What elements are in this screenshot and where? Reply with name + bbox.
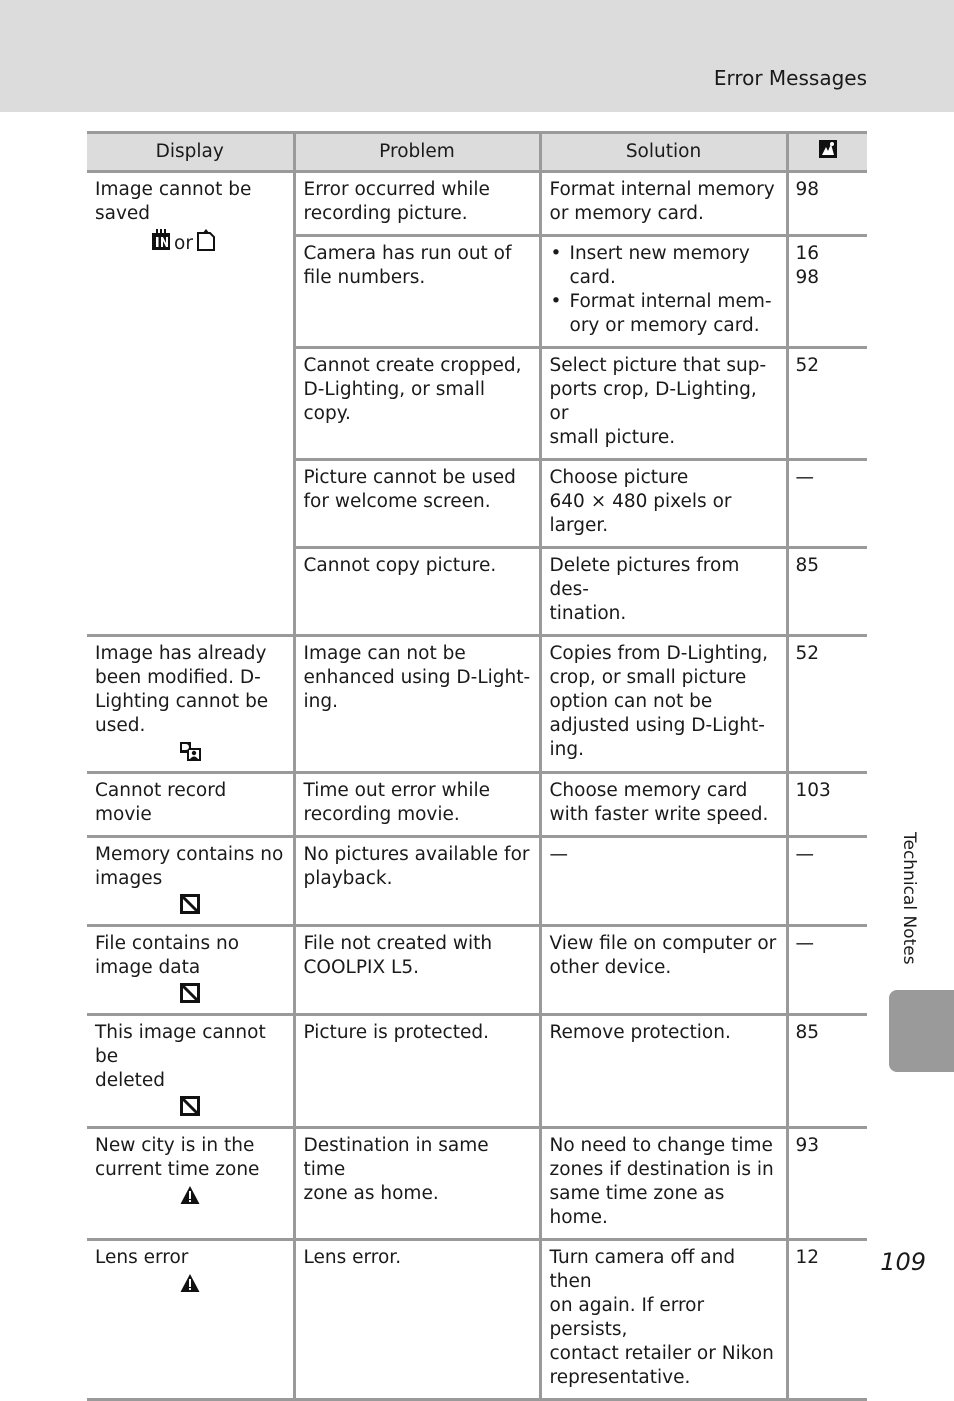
page-reference-cell: [787, 548, 867, 636]
solution-text-line: —: [549, 844, 568, 865]
problem-text-line: enhanced using D-Light-: [303, 667, 531, 688]
problem-text-line: file numbers.: [303, 267, 426, 288]
problem-text-line: recording movie.: [303, 804, 460, 825]
display-text-line: images: [95, 868, 163, 889]
page-reference: 93: [795, 1135, 820, 1156]
page-reference: 98: [795, 179, 820, 200]
solution-cell: [540, 548, 787, 636]
table-row: [87, 837, 867, 926]
problem-cell: [294, 926, 540, 1015]
display-text-line: Image has already: [95, 643, 267, 664]
problem-text-line: recording picture.: [303, 203, 468, 224]
display-text-line: image data: [95, 957, 201, 978]
page-reference-cell: [787, 1015, 867, 1128]
solution-text-line: Delete pictures from des-: [549, 555, 740, 600]
solution-text-line: or memory card.: [549, 203, 704, 224]
solution-text-line: • Format internal mem-: [569, 291, 772, 312]
display-cell: [87, 172, 294, 636]
no-image-icon: [180, 983, 200, 1010]
solution-text-line: No need to change time: [549, 1135, 773, 1156]
solution-cell: [540, 1240, 787, 1400]
display-icons: [95, 894, 285, 916]
solution-text-line: Select picture that sup-: [549, 355, 767, 376]
column-header-solution: Solution: [540, 133, 787, 172]
display-text-line: Lens error: [95, 1247, 189, 1268]
page-reference-cell: [787, 460, 867, 548]
display-icons: [95, 229, 285, 254]
solution-text-line: crop, or small picture: [549, 667, 747, 688]
page-reference-cell: [787, 1128, 867, 1240]
display-icons: [95, 741, 285, 763]
display-icons: [95, 1273, 285, 1295]
solution-text-line: tination.: [549, 603, 627, 624]
side-section-label: Technical Notes: [899, 832, 919, 965]
solution-text-line: Choose memory card: [549, 780, 748, 801]
section-title: Error Messages: [713, 66, 867, 90]
problem-cell: [294, 636, 540, 773]
table-row: [87, 773, 867, 837]
side-tab: [889, 990, 954, 1072]
table-row: [87, 636, 867, 773]
display-cell: [87, 837, 294, 926]
display-text-line: This image cannot be: [95, 1022, 266, 1067]
d-lighting-icon: [179, 741, 201, 768]
table-row: [87, 1240, 867, 1400]
solution-cell: [540, 236, 787, 348]
no-image-icon: [180, 894, 200, 921]
page-reference-cell: [787, 636, 867, 773]
column-header-problem: Problem: [294, 133, 540, 172]
problem-text-line: Destination in same time: [303, 1135, 489, 1180]
display-cell: [87, 926, 294, 1015]
problem-cell: [294, 460, 540, 548]
display-text-line: deleted: [95, 1070, 166, 1091]
display-text-line: current time zone: [95, 1159, 260, 1180]
solution-text-line: adjusted using D-Light-: [549, 715, 765, 736]
display-icons: [95, 1096, 285, 1118]
problem-cell: [294, 1240, 540, 1400]
display-cell: [87, 636, 294, 773]
error-messages-table: [87, 131, 867, 1401]
solution-text-line: Format internal memory: [549, 179, 775, 200]
solution-text-line: on again. If error persists,: [549, 1295, 705, 1340]
display-text-line: Image cannot be: [95, 179, 252, 200]
solution-text-line: Copies from D-Lighting,: [549, 643, 769, 664]
problem-cell: [294, 1015, 540, 1128]
display-icons: [95, 983, 285, 1005]
problem-cell: [294, 348, 540, 460]
solution-text-line: • Insert new memory: [569, 243, 750, 264]
page-reference: 16: [795, 243, 820, 264]
problem-text-line: File not created with: [303, 933, 493, 954]
solution-text-line: Choose picture: [549, 467, 689, 488]
display-text-line: Lighting cannot be: [95, 691, 269, 712]
page-reference: 85: [795, 1022, 820, 1043]
solution-cell: [540, 636, 787, 773]
problem-text-line: D-Lighting, or small copy.: [303, 379, 486, 424]
table-row: [87, 1128, 867, 1240]
display-icons: [95, 1185, 285, 1207]
solution-text-line: card.: [569, 267, 616, 288]
header-band: [0, 0, 954, 112]
problem-text-line: Image can not be: [303, 643, 466, 664]
problem-text-line: Camera has run out of: [303, 243, 512, 264]
solution-cell: [540, 1128, 787, 1240]
display-text-line: File contains no: [95, 933, 240, 954]
solution-text-line: option can not be: [549, 691, 713, 712]
problem-cell: [294, 236, 540, 348]
display-text-line: New city is in the: [95, 1135, 255, 1156]
solution-text-line: 640 × 480 pixels or: [549, 491, 732, 512]
page-reference-cell: [787, 837, 867, 926]
problem-text-line: COOLPIX L5.: [303, 957, 419, 978]
solution-text-line: ing.: [549, 739, 584, 760]
problem-cell: [294, 1128, 540, 1240]
solution-text-line: View file on computer or: [549, 933, 777, 954]
display-cell: [87, 1128, 294, 1240]
page-reference: 52: [795, 643, 820, 664]
table-row: [87, 926, 867, 1015]
problem-text-line: Picture is protected.: [303, 1022, 489, 1043]
warning-icon: [180, 1273, 200, 1300]
problem-text-line: playback.: [303, 868, 393, 889]
solution-text-line: with faster write speed.: [549, 804, 769, 825]
display-text-line: used.: [95, 715, 146, 736]
solution-cell: [540, 926, 787, 1015]
solution-bullet-list: [550, 242, 778, 338]
problem-text-line: No pictures available for: [303, 844, 530, 865]
page-reference-cell: [787, 348, 867, 460]
problem-cell: [294, 172, 540, 236]
solution-text-line: Turn camera off and then: [549, 1247, 736, 1292]
solution-cell: [540, 460, 787, 548]
page-reference: —: [795, 933, 814, 954]
table-row: [87, 1015, 867, 1128]
page-reference-cell: [787, 236, 867, 348]
page-reference: 12: [795, 1247, 820, 1268]
problem-text-line: Cannot copy picture.: [303, 555, 497, 576]
display-text-line: saved: [95, 203, 151, 224]
page-reference: —: [795, 467, 814, 488]
column-header-display: Display: [87, 133, 294, 172]
display-text-line: been modified. D-: [95, 667, 261, 688]
display-cell: [87, 1240, 294, 1400]
solution-text-line: contact retailer or Nikon: [549, 1343, 774, 1364]
page-reference-cell: [787, 926, 867, 1015]
problem-text-line: Lens error.: [303, 1247, 402, 1268]
problem-cell: [294, 837, 540, 926]
solution-cell: [540, 172, 787, 236]
problem-text-line: Time out error while: [303, 780, 491, 801]
table-row: [87, 172, 867, 236]
problem-cell: [294, 773, 540, 837]
solution-text-line: larger.: [549, 515, 609, 536]
solution-bullet-item: [550, 290, 778, 338]
solution-cell: [540, 837, 787, 926]
column-header-page: [787, 133, 867, 172]
page-reference-cell: [787, 172, 867, 236]
problem-text-line: Error occurred while: [303, 179, 490, 200]
problem-cell: [294, 548, 540, 636]
problem-text-line: for welcome screen.: [303, 491, 491, 512]
solution-text-line: zones if destination is in: [549, 1159, 774, 1180]
solution-cell: [540, 773, 787, 837]
solution-cell: [540, 1015, 787, 1128]
warning-icon: [180, 1185, 200, 1212]
solution-cell: [540, 348, 787, 460]
solution-text-line: small picture.: [549, 427, 676, 448]
display-text-line: Memory contains no: [95, 844, 284, 865]
problem-text-line: Picture cannot be used: [303, 467, 516, 488]
solution-text-line: same time zone as home.: [549, 1183, 725, 1228]
page-reference: 98: [795, 267, 820, 288]
page-reference: 85: [795, 555, 820, 576]
page-reference: —: [795, 844, 814, 865]
problem-text-line: zone as home.: [303, 1183, 439, 1204]
page-reference: 52: [795, 355, 820, 376]
display-text-line: Cannot record movie: [95, 780, 227, 825]
solution-text-line: ports crop, D-Lighting, or: [549, 379, 757, 424]
table-header-row: [87, 133, 867, 172]
page-reference-cell: [787, 1240, 867, 1400]
display-cell: [87, 773, 294, 837]
internal-memory-icon: [151, 229, 171, 258]
problem-text-line: Cannot create cropped,: [303, 355, 522, 376]
page-reference-cell: [787, 773, 867, 837]
solution-text-line: other device.: [549, 957, 672, 978]
page-number: 109: [880, 1248, 926, 1276]
page-reference: 103: [795, 780, 831, 801]
solution-bullet-item: [550, 242, 778, 290]
icon-joiner-text: or: [174, 232, 193, 254]
problem-text-line: ing.: [303, 691, 338, 712]
display-cell: [87, 1015, 294, 1128]
solution-text-line: representative.: [549, 1367, 691, 1388]
page-reference-icon: [818, 139, 838, 166]
table-body: [87, 172, 867, 1400]
solution-text-line: ory or memory card.: [569, 315, 760, 336]
memory-card-icon: [196, 229, 216, 258]
solution-text-line: Remove protection.: [549, 1022, 731, 1043]
no-image-icon: [180, 1096, 200, 1123]
